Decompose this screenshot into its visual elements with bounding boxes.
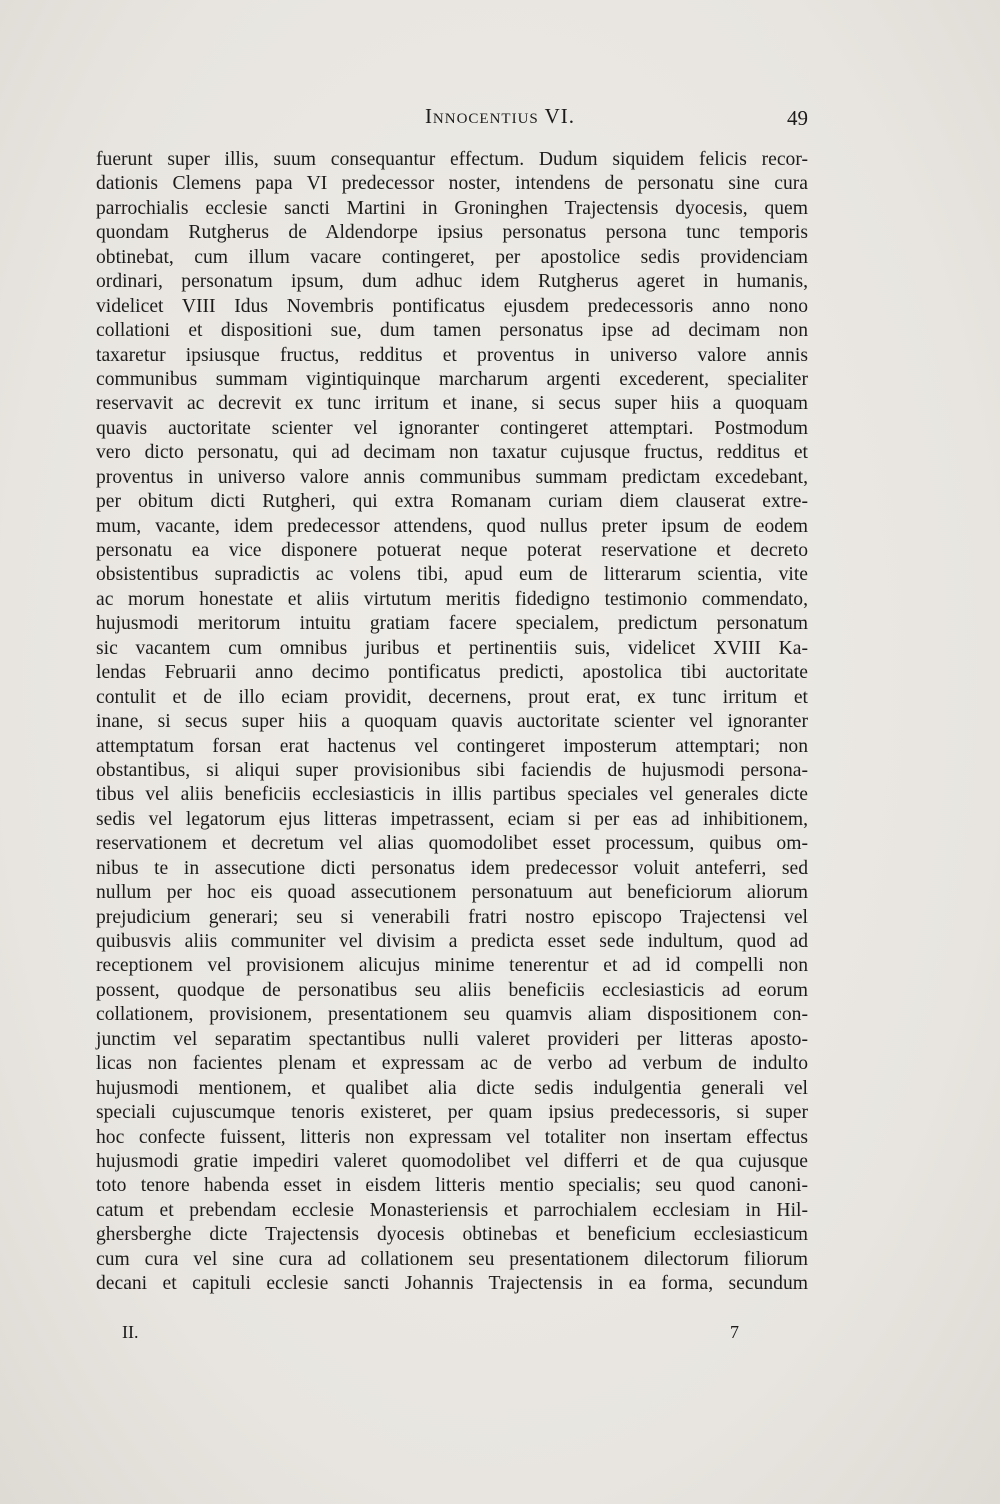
sheet-number: 7 <box>730 1322 739 1342</box>
text-line: quibusvis aliis communiter vel divisim a predicta esset sede indultum, quod ad <box>96 931 808 952</box>
text-line: taxaretur ipsiusque fructus, redditus et proventus in universo valore annis <box>96 344 808 366</box>
text-line: junctim vel separatim spectantibus nulli valeret provideri per litteras aposto- <box>96 1028 808 1050</box>
body-text <box>96 148 808 1297</box>
text-line: quavis auctoritate scienter vel ignoranter contingeret attemptari. Postmodum <box>96 417 808 439</box>
text-line: tibus vel aliis beneficiis ecclesiasticis in illis partibus speciales vel generales dicte <box>96 784 808 806</box>
signature-mark: II. <box>122 1322 139 1342</box>
text-line: proventus in universo valore annis communibus summam predictam excedebant, <box>96 466 808 488</box>
text-line: ordinari, personatum ipsum, dum adhuc idem Rutgherus ageret in humanis, <box>96 271 808 293</box>
text-line: possent, quodque de personatibus seu aliis beneficiis ecclesiasticis ad eorum <box>96 979 808 1001</box>
text-line: nullum per hoc eis quoad assecutionem personatuum aut beneficiorum aliorum <box>96 882 808 904</box>
text-line: receptionem vel provisionem alicujus minime tenerentur et ad id compelli non <box>96 955 808 977</box>
text-line: mum, vacante, idem predecessor attendens, quod nullus preter ipsum de eodem <box>96 515 808 537</box>
text-line: obstantibus, si aliqui super provisionibus sibi faciendis de hujusmodi persona- <box>96 759 808 781</box>
text-line: cum cura vel sine cura ad collationem seu presentationem dilectorum filiorum <box>96 1248 808 1270</box>
text-line: lendas Februarii anno decimo pontificatus predicti, apostolica tibi auctoritate <box>96 662 808 684</box>
text-line: toto tenore habenda esset in eisdem litteris mentio specialis; seu quod canoni- <box>96 1175 808 1197</box>
text-line: sic vacantem cum omnibus juribus et pertinentiis suis, videlicet XVIII Ka- <box>96 637 808 659</box>
text-line: videlicet VIII Idus Novembris pontificatus ejusdem predecessoris anno nono <box>96 295 808 317</box>
text-line: ac morum honestate et aliis virtutum meritis fidedigno testimonio commendato, <box>96 588 808 610</box>
running-head <box>0 104 1000 134</box>
text-line: quondam Rutgherus de Aldendorpe ipsius personatus persona tunc temporis <box>96 222 808 244</box>
text-line: inane, si secus super hiis a quoquam quavis auctoritate scienter vel ignoranter <box>96 711 808 733</box>
text-line: hujusmodi mentionem, et qualibet alia dicte sedis indulgentia generali vel <box>96 1077 808 1099</box>
text-line: sedis vel legatorum ejus litteras impetrassent, eciam si per eas ad inhibitionem, <box>96 808 808 830</box>
text-line: hujusmodi meritorum intuitu gratiam facere specialem, predictum personatum <box>96 613 808 635</box>
text-line: dationis Clemens papa VI predecessor noster, intendens de personatu sine cura <box>96 173 808 195</box>
text-line: reservationem et decretum vel alias quomodolibet esset processum, quibus om- <box>96 833 808 855</box>
text-line: nibus te in assecutione dicti personatus idem predecessor voluit anteferri, sed <box>96 857 808 879</box>
text-line: licas non facientes plenam et expressam ac de verbo ad verbum de indulto <box>96 1053 808 1075</box>
text-line: fuerunt super illis, suum consequantur effectum. Dudum siquidem felicis recor- <box>96 149 808 170</box>
text-line: vero dicto personatu, qui ad decimam non taxatur cujusque fructus, redditus et <box>96 442 808 464</box>
text-line: contulit et de illo eciam providit, decernens, prout erat, ex tunc irritum et <box>96 686 808 708</box>
text-line: communibus summam vigintiquinque marcharum argenti excederent, specialiter <box>96 368 808 390</box>
text-line: decani et capituli ecclesie sancti Johannis Trajectensis in ea forma, secundum <box>96 1273 808 1295</box>
running-title: Innocentius VI. <box>424 104 576 128</box>
text-line: obsistentibus supradictis ac volens tibi, apud eum de litterarum scientia, vite <box>96 564 808 586</box>
text-line: hoc confecte fuissent, litteris non expressam vel totaliter non insertam effectus <box>96 1126 808 1148</box>
text-line: prejudicium generari; seu si venerabili fratri nostro episcopo Trajectensi vel <box>96 906 808 928</box>
text-line: per obitum dicti Rutgheri, qui extra Romanam curiam diem clauserat extre- <box>96 491 808 513</box>
text-line: hujusmodi gratie impediri valeret quomodolibet vel differri et de qua cujusque <box>96 1150 808 1172</box>
text-line: reservavit ac decrevit ex tunc irritum et inane, si secus super hiis a quoquam <box>96 393 808 415</box>
page-number: 49 <box>787 106 808 130</box>
text-line: collationem, provisionem, presentationem seu quamvis aliam dispositionem con- <box>96 1004 808 1026</box>
text-line: speciali cujuscumque tenoris existeret, per quam ipsius predecessoris, si super <box>96 1102 808 1124</box>
text-line: catum et prebendam ecclesie Monasteriensis et parrochialem ecclesiam in Hil- <box>96 1199 808 1221</box>
text-line: parrochialis ecclesie sancti Martini in Groninghen Trajectensis dyocesis, quem <box>96 197 808 219</box>
text-line: obtinebat, cum illum vacare contingeret, per apostolice sedis providenciam <box>96 246 808 268</box>
text-line: collationi et dispositioni sue, dum tamen personatus ipse ad decimam non <box>96 320 808 342</box>
text-line: personatu ea vice disponere potuerat neque poterat reservatione et decreto <box>96 540 808 561</box>
text-line: attemptatum forsan erat hactenus vel contingeret imposterum attemptari; non <box>96 735 808 757</box>
page-footer <box>0 1322 1000 1348</box>
text-line: ghersberghe dicte Trajectensis dyocesis obtinebas et beneficium ecclesiasticum <box>96 1224 808 1246</box>
